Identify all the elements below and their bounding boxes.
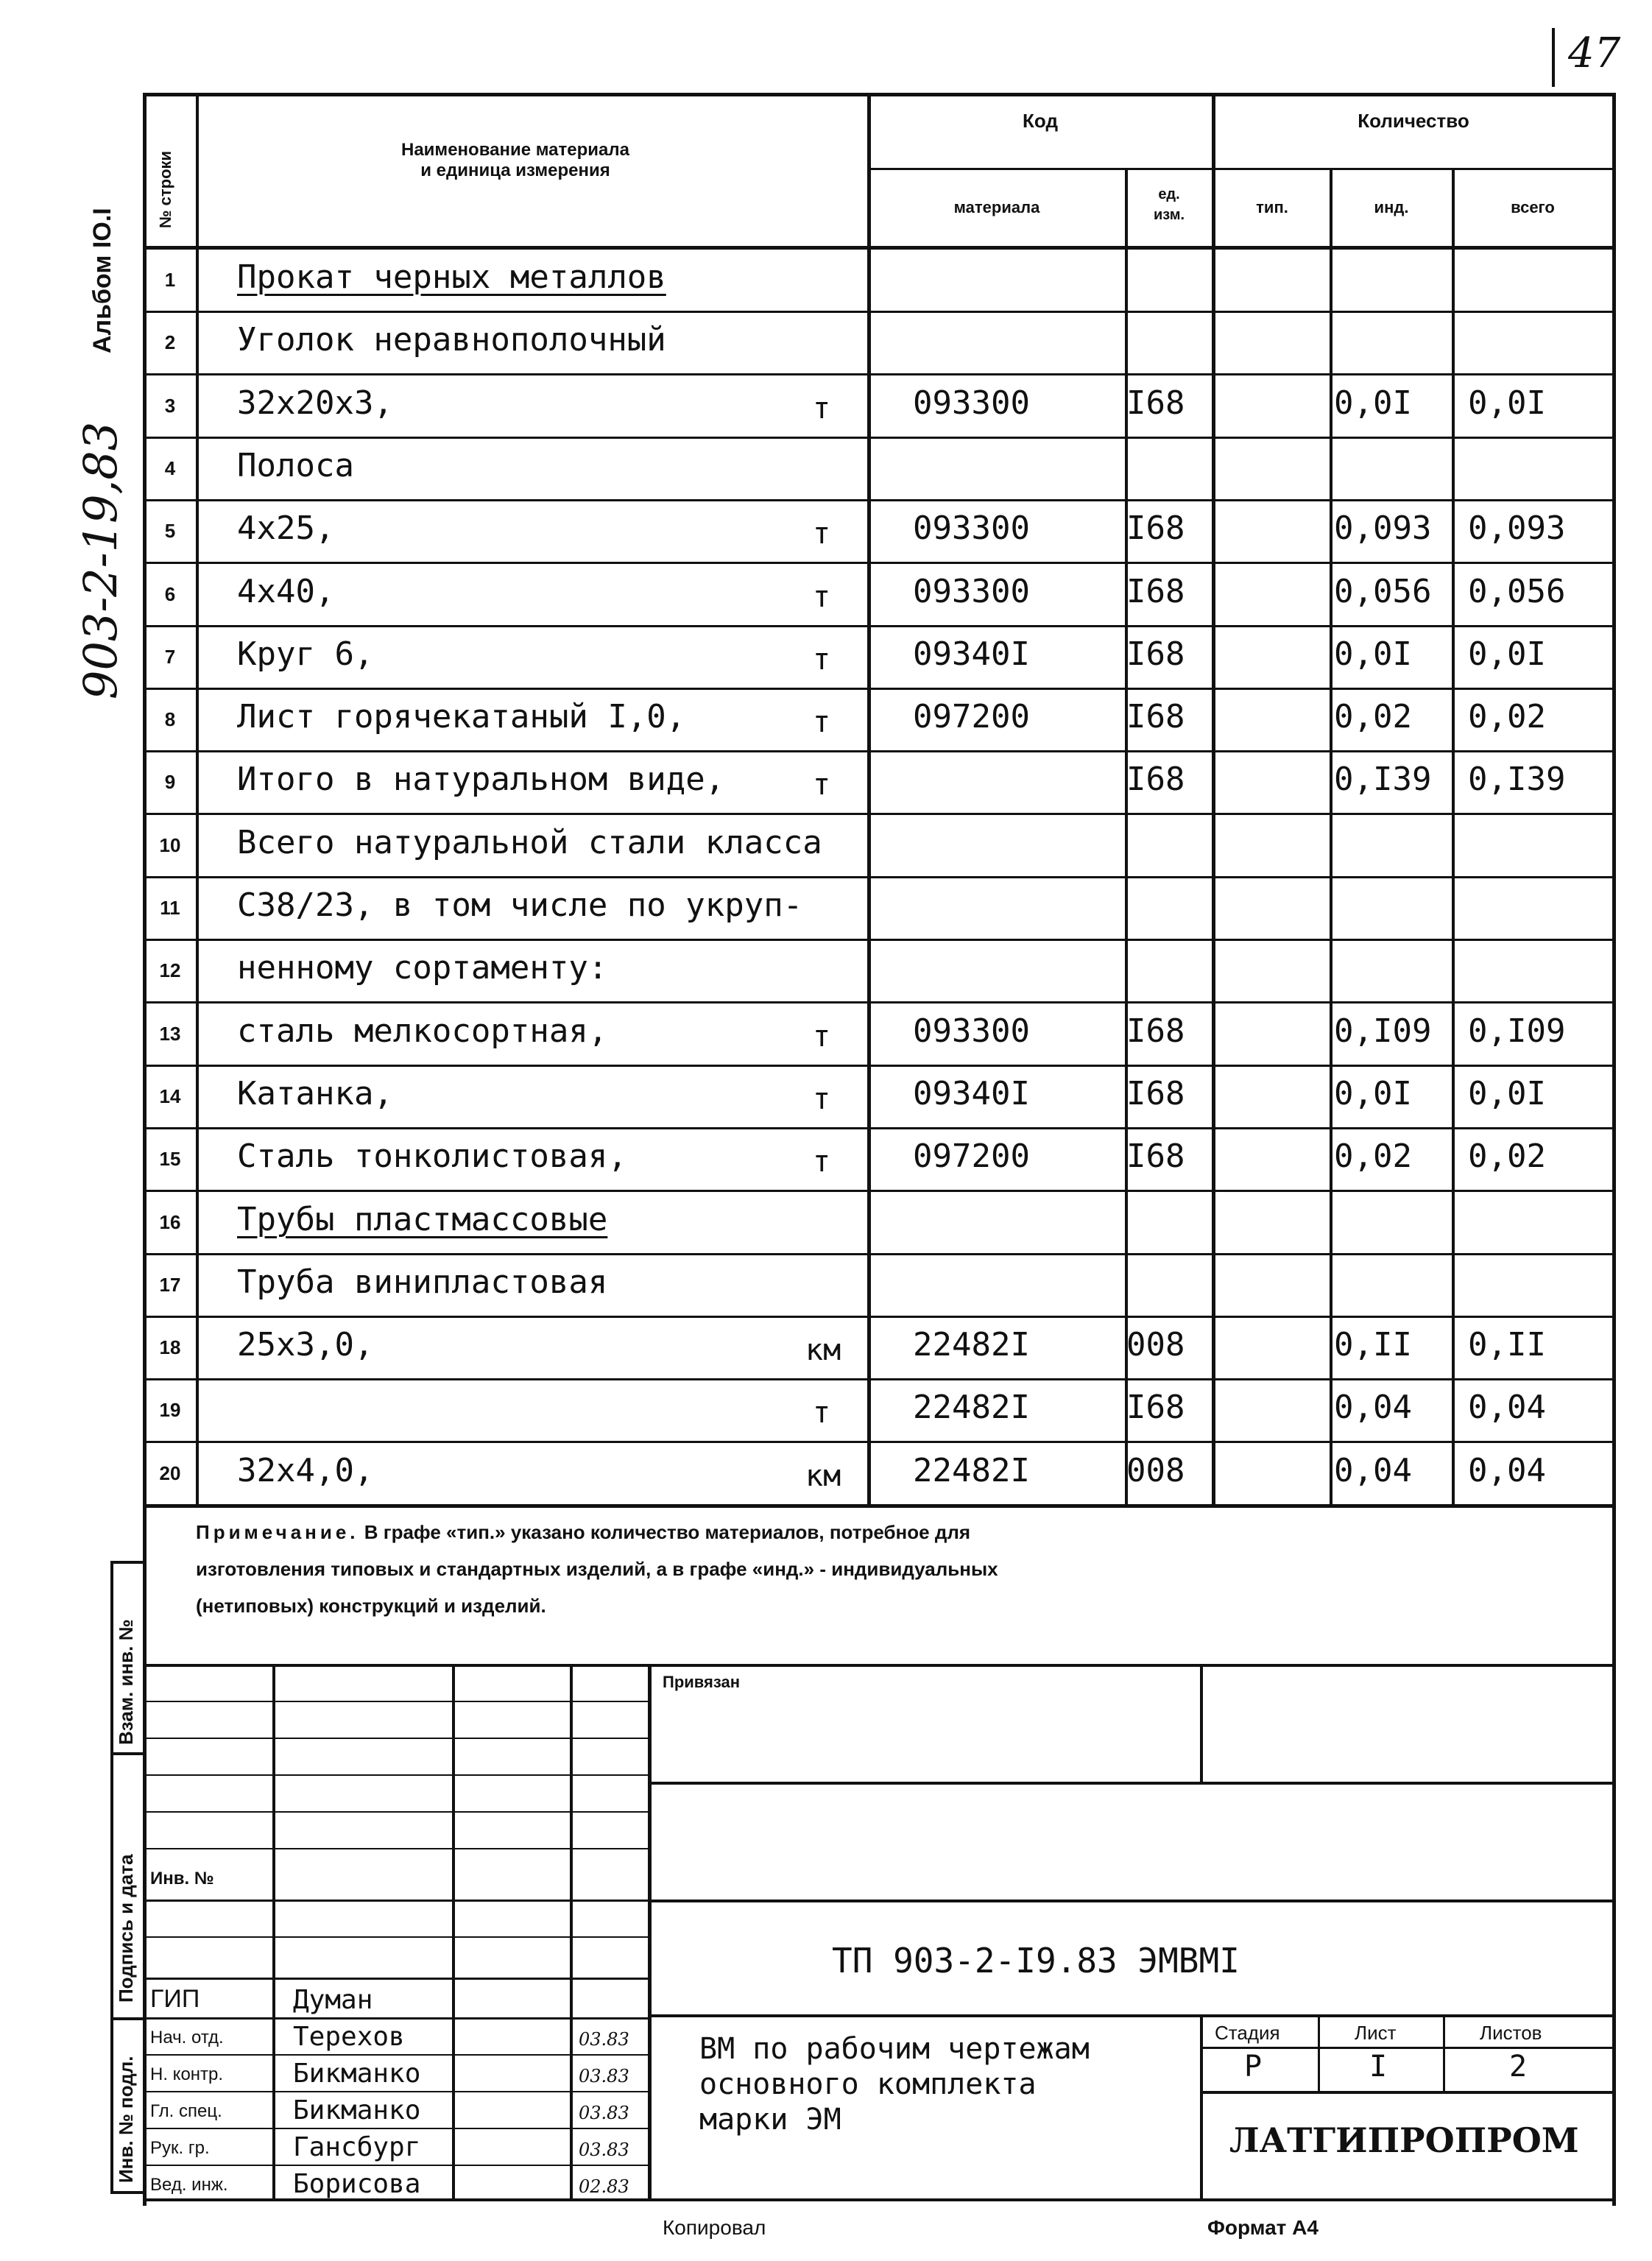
row-separator — [143, 1316, 1615, 1318]
material-name: Трубы пластмассовые — [237, 1201, 608, 1238]
material-code: 09340I — [913, 1075, 1030, 1112]
stamp-col — [570, 1664, 573, 2201]
row-separator — [143, 813, 1615, 815]
role-person: Думан — [293, 1985, 373, 2015]
role-date: 03.83 — [579, 2140, 629, 2160]
material-unit: т — [813, 580, 831, 614]
stamp-row-line — [143, 2054, 649, 2056]
material-unit: км — [805, 1459, 841, 1493]
qty-total: 0,056 — [1468, 573, 1566, 610]
row-separator — [143, 939, 1615, 941]
album-label: Альбом IO.I — [88, 208, 116, 353]
row-number: 14 — [159, 1085, 181, 1107]
row-number: 20 — [159, 1462, 181, 1484]
stamp-col — [1200, 2014, 1203, 2201]
qty-ind: 0,I39 — [1334, 761, 1432, 798]
qty-total: 0,093 — [1468, 509, 1566, 547]
sheet-label: Лист — [1355, 2022, 1397, 2044]
qty-total: 0,02 — [1468, 698, 1546, 736]
row-separator — [143, 1190, 1615, 1192]
copied-label: Копировал — [663, 2216, 766, 2239]
stamp-label-vzam: Взам. инв. № — [115, 1619, 137, 1745]
sheets-label: Листов — [1480, 2022, 1542, 2044]
material-code: 093300 — [913, 384, 1030, 422]
material-unit: т — [813, 392, 831, 426]
row-separator — [143, 437, 1615, 439]
material-name: Лист горячекатаный I,0, — [237, 698, 686, 736]
material-name: 4x25, — [237, 509, 335, 547]
unit-code: I68 — [1126, 1137, 1185, 1175]
material-code: 093300 — [913, 573, 1030, 610]
unit-code: I68 — [1126, 635, 1185, 673]
header-subline — [867, 168, 1614, 170]
stamp-row-line — [143, 2165, 649, 2166]
role-person: Борисова — [293, 2169, 421, 2199]
stamp-line — [648, 2014, 1614, 2017]
header-code-unit: ед. изм. — [1153, 186, 1185, 223]
stamp-row-line — [143, 1848, 649, 1849]
qty-total: 0,04 — [1468, 1452, 1546, 1489]
material-unit: км — [805, 1333, 841, 1367]
unit-code: I68 — [1126, 761, 1185, 798]
row-number: 3 — [164, 395, 176, 417]
row-separator — [143, 750, 1615, 752]
col-line — [1212, 93, 1215, 1506]
row-number: 5 — [164, 520, 176, 542]
note-line-2: изготовления типовых и стандартных изделий, а в графе «инд.» - индивидуальных — [196, 1558, 998, 1580]
role-date: 02.83 — [579, 2176, 629, 2197]
row-separator — [143, 373, 1615, 375]
note-title: Примечание. — [196, 1521, 359, 1543]
material-name: Итого в натуральном виде, — [237, 761, 725, 798]
material-code: 22482I — [913, 1452, 1030, 1489]
stamp-label-podpis: Подпись и дата — [115, 1854, 137, 2003]
qty-ind: 0,0I — [1334, 1075, 1412, 1112]
material-unit: т — [813, 643, 831, 677]
qty-total: 0,I09 — [1468, 1012, 1566, 1050]
side-stamp-border — [110, 1561, 113, 2194]
side-stamp-divider — [110, 1752, 144, 1755]
row-separator — [143, 562, 1615, 564]
material-code: 22482I — [913, 1389, 1030, 1426]
rows-bottom-line — [143, 1505, 1615, 1508]
unit-code: I68 — [1126, 698, 1185, 736]
unit-code: I68 — [1126, 1012, 1185, 1050]
col-line — [1452, 169, 1455, 1506]
row-separator — [143, 1001, 1615, 1003]
material-unit: т — [813, 1020, 831, 1054]
material-name: Труба винипластовая — [237, 1263, 608, 1301]
row-number: 6 — [164, 583, 176, 605]
role-label: Нач. отд. — [150, 2028, 224, 2047]
qty-total: 0,I39 — [1468, 761, 1566, 798]
side-stamp-divider — [110, 1561, 144, 1564]
row-number: 11 — [160, 897, 180, 919]
header-qty-typ: тип. — [1256, 198, 1288, 216]
unit-code: I68 — [1126, 384, 1185, 422]
material-name: Всего натуральной стали класса — [237, 824, 822, 861]
row-separator — [143, 1127, 1615, 1129]
note-line-1 — [196, 1521, 970, 1544]
qty-total: 0,0I — [1468, 1075, 1546, 1112]
material-code: 097200 — [913, 1137, 1030, 1175]
qty-total: 0,II — [1468, 1326, 1546, 1364]
description-line-2: основного комплекта — [699, 2067, 1037, 2101]
stamp-row-line — [143, 1978, 649, 1980]
stamp-row-line — [143, 1774, 649, 1776]
material-name: 32x4,0, — [237, 1452, 374, 1489]
stamp-line — [648, 1782, 1614, 1785]
description-line-1: ВМ по рабочим чертежам — [699, 2032, 1090, 2066]
material-name: Полоса — [237, 447, 354, 484]
material-name: Прокат черных металлов — [237, 258, 666, 296]
material-unit: т — [813, 705, 831, 739]
row-separator — [143, 311, 1615, 313]
qty-ind: 0,056 — [1334, 573, 1432, 610]
row-separator — [143, 1065, 1615, 1067]
qty-ind: 0,04 — [1334, 1389, 1412, 1426]
col-line — [1125, 169, 1128, 1506]
qty-total: 0,02 — [1468, 1137, 1546, 1175]
role-date: 03.83 — [579, 2029, 629, 2050]
stamp-col — [272, 1664, 275, 2201]
side-stamp-divider — [110, 2017, 144, 2020]
row-separator — [143, 1253, 1615, 1255]
role-label: ГИП — [150, 1985, 200, 2013]
material-code: 09340I — [913, 635, 1030, 673]
material-unit: т — [813, 517, 831, 551]
material-code: 22482I — [913, 1326, 1030, 1364]
material-unit: т — [813, 768, 831, 802]
page-number-bar — [1552, 28, 1555, 87]
qty-total: 0,0I — [1468, 384, 1546, 422]
stamp-row-line — [143, 2128, 649, 2129]
stamp-row-line — [143, 1936, 649, 1938]
qty-total: 0,04 — [1468, 1389, 1546, 1426]
stamp-row-line — [143, 1811, 649, 1813]
inv-no-label: Инв. № — [150, 1869, 214, 1888]
row-number: 9 — [164, 771, 176, 793]
sheet-value: I — [1369, 2050, 1388, 2084]
stamp-line — [1200, 2091, 1614, 2094]
format-label: Формат А4 — [1207, 2216, 1319, 2239]
role-date: 03.83 — [579, 2066, 629, 2087]
material-code: 097200 — [913, 698, 1030, 736]
material-name: 4x40, — [237, 573, 335, 610]
role-label: Н. контр. — [150, 2064, 224, 2084]
stamp-col — [452, 1664, 455, 2201]
organization-name: ЛАТГИПРОПРОМ — [1229, 2120, 1579, 2160]
col-line — [867, 93, 871, 1506]
stamp-row-line — [143, 1701, 649, 1702]
stamp-row-line — [143, 1900, 649, 1902]
material-name: ненному сортаменту: — [237, 949, 608, 987]
description-line-3: марки ЭМ — [699, 2103, 841, 2137]
material-unit: т — [813, 1082, 831, 1116]
unit-code: 008 — [1126, 1326, 1185, 1364]
row-separator — [143, 1441, 1615, 1443]
row-separator — [143, 688, 1615, 690]
row-number: 12 — [159, 959, 181, 981]
row-number: 4 — [164, 457, 176, 479]
stamp-col — [648, 1664, 652, 2201]
unit-code: 008 — [1126, 1452, 1185, 1489]
material-name: Катанка, — [237, 1075, 393, 1112]
qty-ind: 0,02 — [1334, 698, 1412, 736]
row-number: 17 — [159, 1274, 181, 1296]
material-code: 093300 — [913, 1012, 1030, 1050]
row-number: 19 — [159, 1399, 181, 1421]
stamp-label-inv: Инв. № подл. — [115, 2056, 137, 2183]
side-stamp-divider — [110, 2191, 144, 2194]
role-label: Рук. гр. — [150, 2138, 210, 2158]
row-number: 18 — [159, 1336, 181, 1358]
material-name: С38/23, в том числе по укруп- — [237, 886, 803, 924]
stamp-line — [1200, 2047, 1614, 2049]
role-person: Бикманко — [293, 2095, 421, 2126]
material-name: Уголок неравнополочный — [237, 321, 666, 359]
stamp-row-line — [143, 2091, 649, 2092]
row-number: 15 — [159, 1148, 181, 1170]
qty-ind: 0,02 — [1334, 1137, 1412, 1175]
header-code-material: материала — [953, 198, 1040, 216]
stamp-row-line — [143, 2017, 649, 2020]
table-right-border — [1612, 93, 1616, 2206]
role-label: Гл. спец. — [150, 2101, 222, 2121]
header-row-no: № строки — [156, 150, 174, 228]
sheets-value: 2 — [1509, 2050, 1528, 2084]
role-person: Бикманко — [293, 2059, 421, 2089]
material-code: 093300 — [913, 509, 1030, 547]
row-number: 16 — [159, 1211, 181, 1233]
header-bottom-line — [143, 246, 1615, 250]
material-name: 25x3,0, — [237, 1326, 374, 1364]
stamp-line — [648, 1900, 1614, 1902]
qty-ind: 0,093 — [1334, 509, 1432, 547]
privyazan-label: Привязан — [663, 1673, 741, 1691]
note-line-3: (нетиповых) конструкций и изделий. — [196, 1595, 546, 1617]
row-number: 13 — [159, 1023, 181, 1045]
stamp-top-line — [143, 1664, 1615, 1667]
row-number: 1 — [164, 269, 176, 291]
project-code-handwritten: 903-2-19,83 — [74, 421, 127, 699]
row-separator — [143, 625, 1615, 627]
unit-code: I68 — [1126, 1389, 1185, 1426]
document-code: ТП 903-2-I9.83 ЭМВМI — [832, 1941, 1240, 1980]
row-number: 2 — [164, 331, 176, 353]
material-unit: т — [813, 1145, 831, 1179]
row-separator — [143, 499, 1615, 501]
qty-ind: 0,04 — [1334, 1452, 1412, 1489]
stamp-col — [1318, 2014, 1320, 2091]
qty-ind: 0,II — [1334, 1326, 1412, 1364]
row-separator — [143, 1378, 1615, 1380]
material-name: Сталь тонколистовая, — [237, 1137, 627, 1175]
material-name: 32x20x3, — [237, 384, 393, 422]
role-person: Гансбург — [293, 2132, 421, 2162]
stage-label: Стадия — [1215, 2022, 1280, 2044]
qty-ind: 0,I09 — [1334, 1012, 1432, 1050]
unit-code: I68 — [1126, 1075, 1185, 1112]
header-qty-total: всего — [1511, 198, 1555, 216]
role-label: Вед. инж. — [150, 2175, 228, 2195]
material-unit: т — [813, 1396, 831, 1430]
row-separator — [143, 876, 1615, 878]
stamp-col — [1200, 1664, 1203, 1782]
row-number: 7 — [164, 646, 176, 668]
qty-ind: 0,0I — [1334, 635, 1412, 673]
col-line — [196, 93, 199, 1506]
stamp-row-line — [143, 1738, 649, 1739]
header-qty-ind: инд. — [1374, 198, 1409, 216]
unit-code: I68 — [1126, 509, 1185, 547]
header-qty: Количество — [1358, 110, 1469, 132]
qty-total: 0,0I — [1468, 635, 1546, 673]
row-number: 8 — [164, 708, 176, 730]
qty-ind: 0,0I — [1334, 384, 1412, 422]
role-person: Терехов — [293, 2022, 405, 2052]
page-number: 47 — [1568, 29, 1621, 77]
col-line — [1330, 169, 1332, 1506]
material-name: сталь мелкосортная, — [237, 1012, 608, 1050]
note-text-1: В графе «тип.» указано количество материалов, потребное для — [364, 1521, 971, 1543]
stage-value: Р — [1244, 2050, 1263, 2084]
role-date: 03.83 — [579, 2103, 629, 2123]
row-number: 10 — [159, 834, 181, 856]
header-code: Код — [1023, 110, 1058, 132]
table-top-border — [143, 93, 1615, 96]
unit-code: I68 — [1126, 573, 1185, 610]
stamp-col — [1443, 2014, 1445, 2091]
material-name: Круг 6, — [237, 635, 374, 673]
header-name: Наименование материала и единица измерения — [401, 140, 629, 180]
